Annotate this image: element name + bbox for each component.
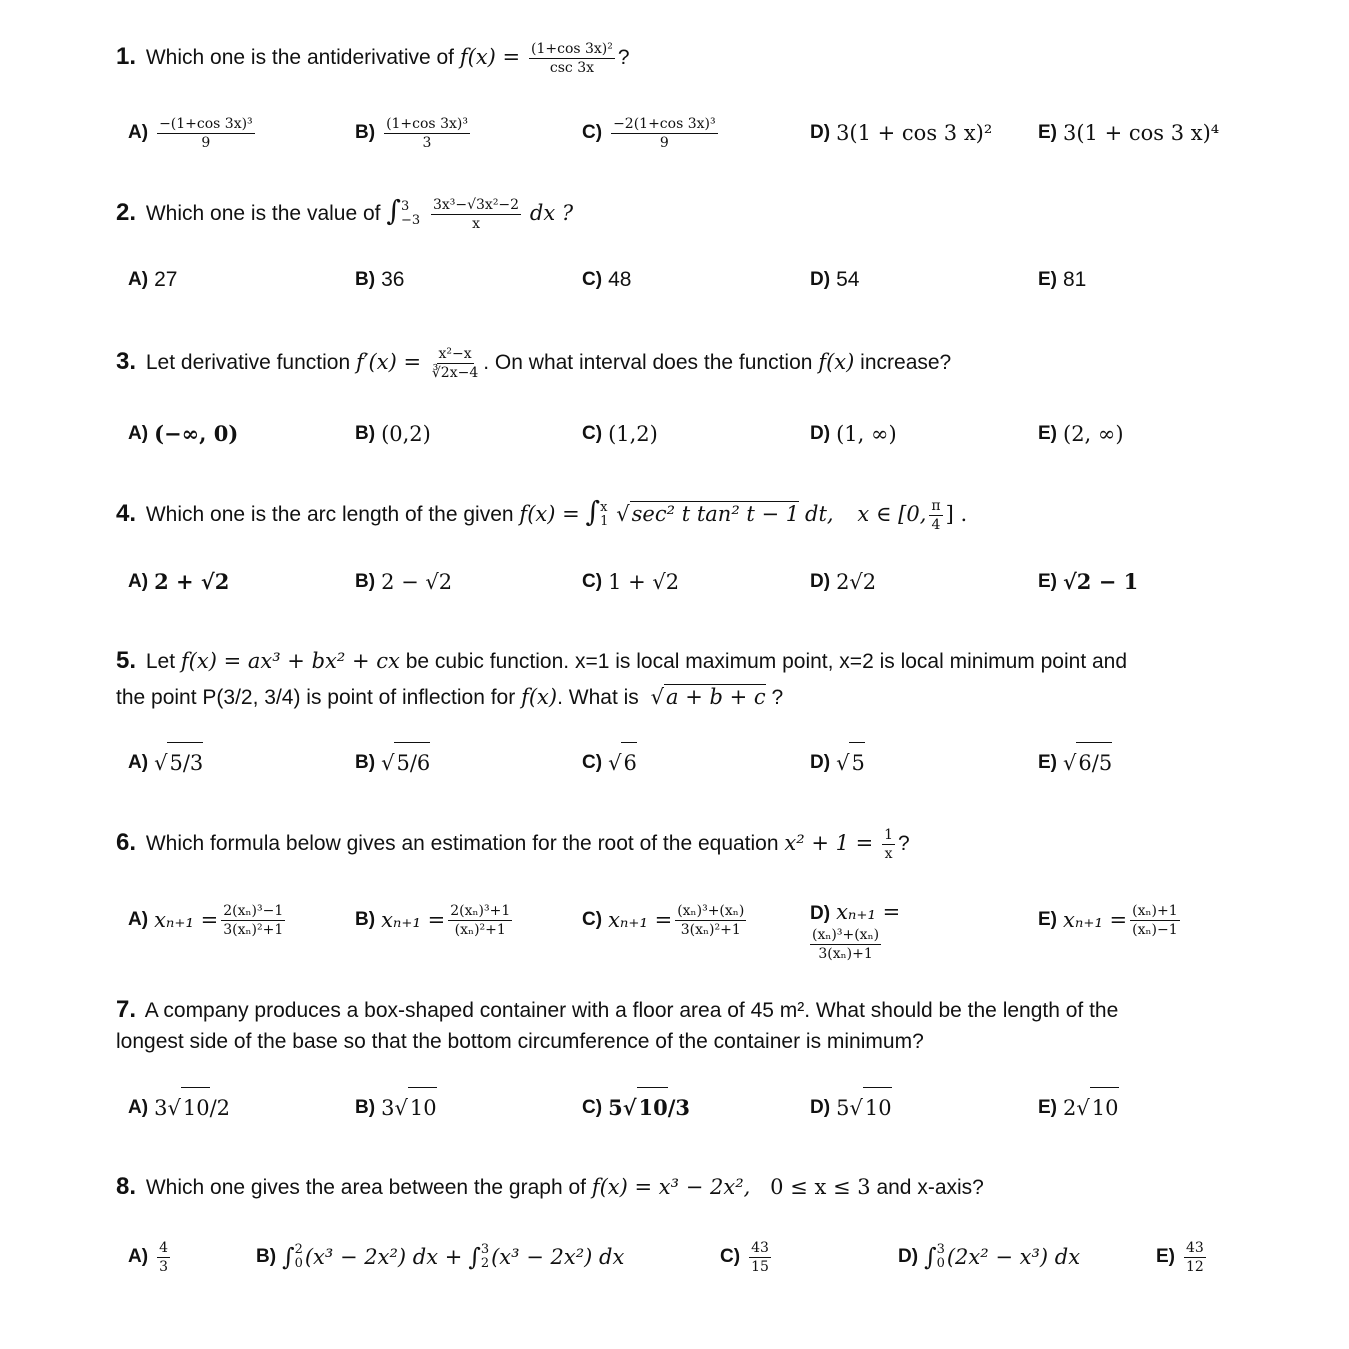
option-c[interactable]: C) $\frac{43}{15}$ (720, 1239, 769, 1275)
question-number: 1. (116, 43, 137, 71)
question-4: 4. Which one is the arc length of the given f(x) = ∫ x 1 √sec² t tan² t − 1 dt, x ∈ [0, $\frac{\pi}{4}$ ] . (116, 495, 968, 533)
options-row-6 (0, 900, 1349, 960)
fraction: $\frac{\text{x²−x}}{∛2x-4}$ (431, 346, 479, 381)
option-c[interactable]: C) xₙ₊₁ = $\frac{\text{(xₙ)³+(xₙ)}}{\text{3(xₙ)²+1}}$ (582, 902, 745, 938)
question-number: 3. (116, 348, 137, 376)
option-b[interactable]: B) 2 − √2 (355, 570, 453, 594)
option-d[interactable]: D) xₙ₊₁ = $\frac{\text{(xₙ)³+(xₙ)}}{\text{3(xₙ)+1}}$ (810, 900, 901, 962)
option-d[interactable]: D) √ 5 (810, 742, 865, 783)
option-e[interactable]: E) 2 √ 10 (1038, 1087, 1119, 1128)
fraction: $\frac{\text{3x³−√3x²−2}}{x}$ (432, 196, 520, 232)
option-e[interactable]: E) (2, ∞) (1038, 422, 1124, 446)
option-a[interactable]: A) xₙ₊₁ = $\frac{\text{2(xₙ)³−1}}{\text{3(xₙ)²+1}}$ (128, 902, 284, 938)
option-e[interactable]: E) $\frac{43}{12}$ (1156, 1239, 1204, 1275)
option-c[interactable]: C) 48 (582, 268, 632, 291)
integral-limits: 3 −3 (400, 199, 421, 229)
option-b[interactable]: B) 3 √ 10 (355, 1087, 437, 1128)
option-e[interactable]: E) 3(1 + cos 3 x)⁴ (1038, 121, 1220, 145)
option-e[interactable]: E) √2 − 1 (1038, 569, 1139, 594)
option-e[interactable]: E) √ 6/5 (1038, 742, 1112, 783)
option-a[interactable]: A) √ 5/3 (128, 742, 203, 783)
option-c[interactable]: C) (1,2) (582, 422, 658, 446)
question-7-line-2: longest side of the base so that the bottom circumference of the container is minimum? (116, 1030, 924, 1053)
option-b[interactable]: B) ∫ 2 0 (x³ − 2x²) dx + ∫ 3 2 (x³ − 2x²) dx (256, 1242, 625, 1271)
question-number: 5. (116, 647, 137, 674)
question-number: 8. (116, 1173, 137, 1200)
question-1: 1. Which one is the antiderivative of f(x) = $\frac{\text{(1+cos 3x)²}}{\csc 3x}$ ? (116, 41, 630, 76)
options-row-3 (0, 414, 1349, 454)
option-b[interactable]: B) xₙ₊₁ = $\frac{\text{2(xₙ)³+1}}{\text{(xₙ)²+1}}$ (355, 902, 511, 938)
option-c[interactable]: C) $\frac{\text{−2(1+cos 3x)³}}{9}$ (582, 115, 716, 151)
question-8: 8. Which one gives the area between the graph of f(x) = x³ − 2x², 0 ≤ x ≤ 3 and x-axis? (116, 1173, 984, 1200)
option-d[interactable]: D) 3(1 + cos 3 x)² (810, 121, 993, 145)
integral-limits: x 1 (600, 500, 609, 530)
question-5-line-2: the point P(3/2, 3/4) is point of inflection for f(x). What is √a + b + c ? (116, 685, 784, 709)
options-row-8 (0, 1237, 1349, 1277)
question-7: 7. A company produces a box-shaped container with a floor area of 45 m². What should be the length of the (116, 996, 1119, 1023)
option-b[interactable]: B) (0,2) (355, 422, 431, 446)
options-row-5 (0, 742, 1349, 782)
option-b[interactable]: B) 36 (355, 268, 405, 291)
options-row-1 (0, 113, 1349, 153)
option-d[interactable]: D) 2√2 (810, 570, 877, 594)
question-text: Which one is the antiderivative of (145, 46, 455, 70)
question-number: 2. (116, 199, 137, 226)
option-a[interactable]: A) $\frac{4}{3}$ (128, 1239, 168, 1275)
options-row-7 (0, 1087, 1349, 1127)
question-text: Which one gives the area between the graph of (145, 1176, 586, 1199)
option-a[interactable]: A) 2 + √2 (128, 569, 230, 594)
option-a[interactable]: A) $\frac{\text{−(1+cos 3x)³}}{9}$ (128, 115, 253, 151)
question-text: Which one is the arc length of the given (145, 503, 514, 526)
option-d[interactable]: D) (1, ∞) (810, 422, 897, 446)
option-d[interactable]: D) ∫ 3 0 (2x² − x³) dx (898, 1242, 1081, 1271)
option-a[interactable]: A) (−∞, 0) (128, 421, 239, 446)
question-text: Which one is the value of (145, 202, 381, 225)
question-number: 7. (116, 996, 137, 1023)
options-row-2 (0, 260, 1349, 300)
option-a[interactable]: A) 3 √ 10 /2 (128, 1087, 230, 1128)
option-d[interactable]: D) 54 (810, 268, 860, 291)
option-c[interactable]: C) 1 + √2 (582, 570, 680, 594)
integral-sign: ∫ (585, 495, 601, 528)
option-c[interactable]: C) 5 √ 10 /3 (582, 1087, 690, 1128)
question-2: 2. Which one is the value of ∫ 3 −3 $\frac{\text{3x³−√3x²−2}}{x}$ dx ? (116, 194, 574, 232)
question-text: Let derivative function (145, 351, 351, 375)
option-a[interactable]: A) 27 (128, 268, 178, 291)
options-row-4 (0, 562, 1349, 602)
integrand: sec² t tan² t − 1 (631, 502, 800, 526)
question-6: 6. Which formula below gives an estimation for the root of the equation x² + 1 = $\frac{1}{x}$ ? (116, 827, 910, 862)
question-number: 4. (116, 500, 137, 527)
question-3: 3. Let derivative function f′(x) = $\frac{\text{x²−x}}{∛2x-4}$ . On what interval does the function f(x) increase? (116, 346, 952, 381)
option-c[interactable]: C) √ 6 (582, 742, 637, 783)
integral-sign: ∫ (386, 194, 401, 227)
function-expression: f(x) = (459, 45, 521, 70)
question-text: Which formula below gives an estimation for the root of the equation (145, 832, 779, 856)
option-b[interactable]: B) √ 5/6 (355, 742, 430, 783)
option-e[interactable]: E) 81 (1038, 268, 1087, 291)
question-5: 5. Let f(x) = ax³ + bx² + cx be cubic function. x=1 is local maximum point, x=2 is local minimum point and (116, 647, 1128, 674)
question-number: 6. (116, 829, 137, 857)
option-b[interactable]: B) $\frac{\text{(1+cos 3x)³}}{3}$ (355, 115, 468, 151)
option-d[interactable]: D) 5 √ 10 (810, 1087, 892, 1128)
option-e[interactable]: E) xₙ₊₁ = $\frac{\text{(xₙ)+1}}{\text{(xₙ)−1}}$ (1038, 902, 1178, 938)
fraction: $\frac{\text{(1+cos 3x)²}}{\csc 3x}$ (531, 41, 613, 76)
